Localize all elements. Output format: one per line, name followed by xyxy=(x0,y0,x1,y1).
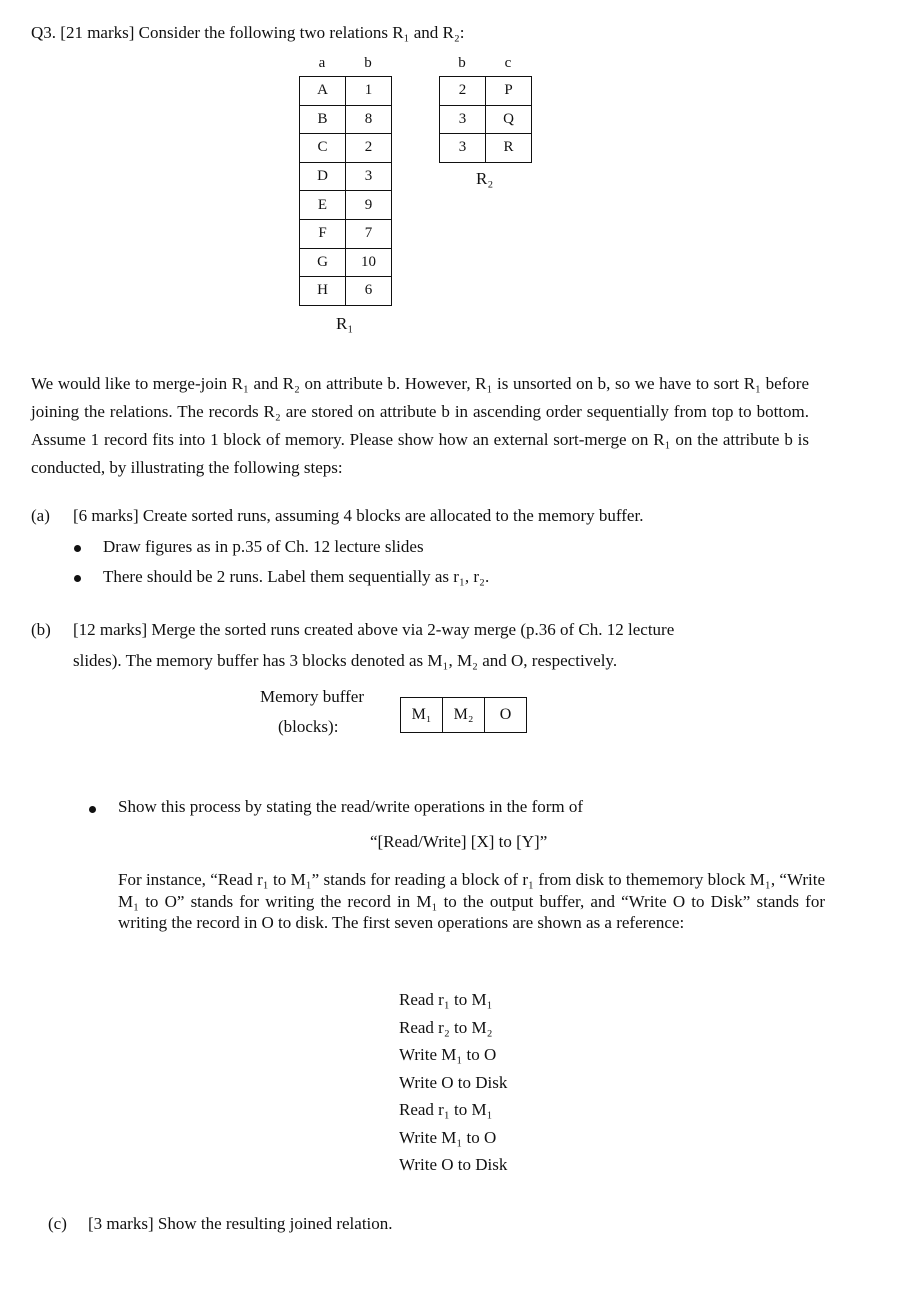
table-cell: A xyxy=(300,77,346,106)
part-a-label: (a) xyxy=(31,506,50,525)
question-title: Q3. [21 marks] Consider the following two relations R₁ and R₂: xyxy=(31,23,465,42)
memory-block-o: O xyxy=(499,706,512,723)
table-cell: P xyxy=(486,77,532,106)
table-cell: 7 xyxy=(346,219,392,248)
part-b-label: (b) xyxy=(31,620,51,639)
operation-item: Write O to Disk xyxy=(399,1155,508,1174)
operation-item: Read r₁ to M₁ xyxy=(399,1100,493,1119)
table-cell: B xyxy=(300,105,346,134)
table-cell: Q xyxy=(486,105,532,134)
r2-label: R₂ xyxy=(476,169,494,188)
table-cell: 8 xyxy=(346,105,392,134)
table-cell: D xyxy=(300,162,346,191)
table-cell: 1 xyxy=(346,77,392,106)
table-row xyxy=(300,277,392,306)
r1-header-b: b xyxy=(364,55,372,71)
operation-item: Write M₁ to O xyxy=(399,1127,497,1147)
memory-block-m2: M₂ xyxy=(443,698,485,732)
r1-header-a: a xyxy=(318,55,326,71)
table-row xyxy=(300,162,392,191)
table-cell: F xyxy=(300,219,346,248)
operation-item: Read r₁ to M₁ xyxy=(399,990,493,1009)
bullet-icon xyxy=(74,575,81,582)
r2-header-b: b xyxy=(458,55,466,71)
table-cell: H xyxy=(300,277,346,306)
table-row xyxy=(440,77,532,106)
table-cell: 9 xyxy=(346,191,392,220)
table-cell: E xyxy=(300,191,346,220)
r2-header-c: c xyxy=(504,55,512,71)
bullet-icon xyxy=(89,806,96,813)
relation-r2-table xyxy=(439,76,532,163)
example-paragraph: For instance, “Read r₁ to M₁” stands for reading a block of r₁ from disk to thememory block M₁, “Write M₁ to O” stands for writing the record in M₁ to the output buffer, and “Write O to Disk” stands for writing the record in O to disk. The first seven operations are shown as a reference: xyxy=(118,870,825,933)
table-cell: 3 xyxy=(346,162,392,191)
memory-buffer-sublabel: (blocks): xyxy=(278,717,339,736)
table-row xyxy=(300,248,392,277)
part-c-label: (c) xyxy=(48,1214,67,1233)
part-a-bullet-1: Draw figures as in p.35 of Ch. 12 lecture slides xyxy=(103,537,424,556)
memory-buffer-diagram xyxy=(400,697,527,733)
table-cell: C xyxy=(300,134,346,163)
bullet-icon xyxy=(74,545,81,552)
table-row xyxy=(300,105,392,134)
table-cell: G xyxy=(300,248,346,277)
table-cell: R xyxy=(486,134,532,163)
operation-item: Write M₁ to O xyxy=(399,1045,497,1064)
operation-format: “[Read/Write] [X] to [Y]” xyxy=(370,832,548,851)
table-cell: 2 xyxy=(440,77,486,106)
table-row xyxy=(300,77,392,106)
part-b-line-2: slides). The memory buffer has 3 blocks denoted as M₁, M₂ and O, respectively. xyxy=(73,651,618,670)
operations-list xyxy=(399,986,507,1179)
table-cell: 10 xyxy=(346,248,392,277)
operation-item: Write O to Disk xyxy=(399,1072,508,1092)
table-cell: 2 xyxy=(346,134,392,163)
table-cell: 6 xyxy=(346,277,392,306)
table-cell: 3 xyxy=(440,105,486,134)
part-a-bullet-2: There should be 2 runs. Label them sequentially as r₁, r₂. xyxy=(103,567,490,586)
part-a-text: [6 marks] Create sorted runs, assuming 4 blocks are allocated to the memory buffer. xyxy=(73,506,644,525)
table-row xyxy=(440,134,532,163)
part-c-text: [3 marks] Show the resulting joined relation. xyxy=(88,1214,393,1233)
part-b-line-1: [12 marks] Merge the sorted runs created above via 2-way merge (p.36 of Ch. 12 lecture xyxy=(73,620,675,639)
memory-block-m1: M₁ xyxy=(401,698,443,732)
table-row xyxy=(300,134,392,163)
table-row xyxy=(300,191,392,220)
r1-label: R₁ xyxy=(336,314,354,333)
table-cell: 3 xyxy=(440,134,486,163)
operation-item: Read r₂ to M₂ xyxy=(399,1017,493,1037)
relation-r1-table xyxy=(299,76,392,306)
table-row xyxy=(440,105,532,134)
memory-buffer-label: Memory buffer xyxy=(260,687,365,706)
intro-paragraph: We would like to merge-join R₁ and R₂ on attribute b. However, R₁ is unsorted on b, so we have to sort R₁ before joining the relations. The records R₂ are stored on attribute b in ascending order sequentially from top to bottom. Assume 1 record fits into 1 block of memory. Please show how an external sort-merge on R₁ on the attribute b is conducted, by illustrating the following steps: xyxy=(31,374,809,477)
part-b-bullet: Show this process by stating the read/write operations in the form of xyxy=(118,797,584,816)
table-row xyxy=(300,219,392,248)
